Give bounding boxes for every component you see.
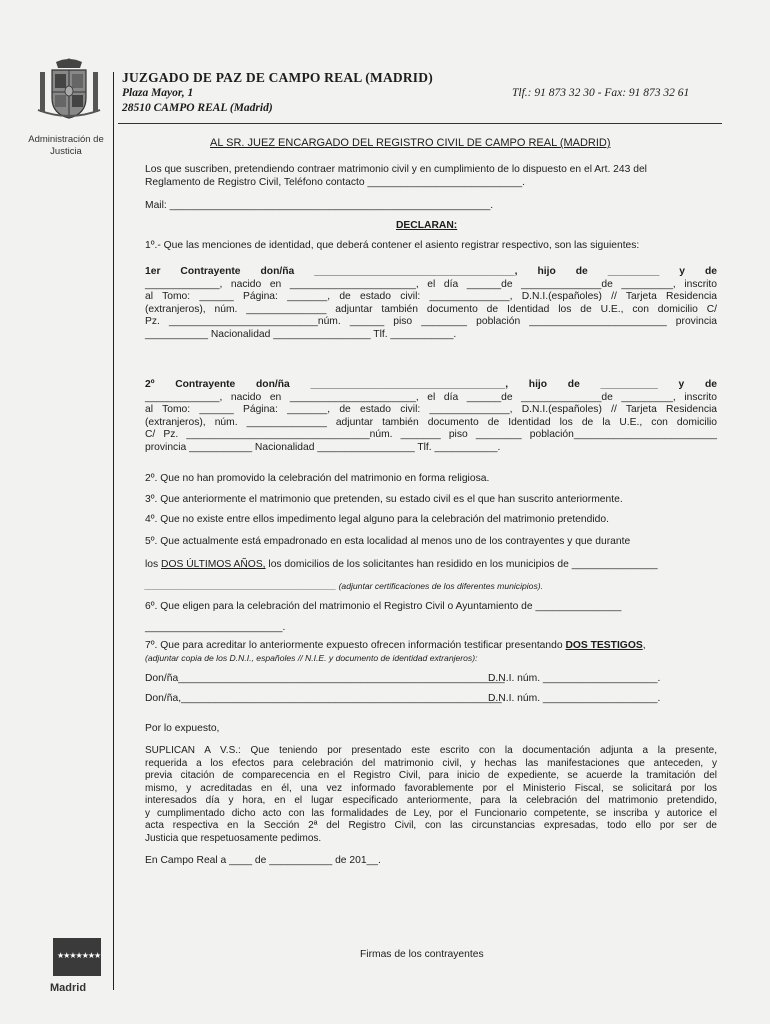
c1-line: (extranjeros), núm. ______________ adjuntar también documento de Identidad los de U.E., con domicilio C/ [145,303,717,315]
clause-2: 2º. Que no han promovido la celebración del matrimonio en forma religiosa. [145,473,490,484]
coat-of-arms-icon [36,58,102,122]
c1-line: ___________ Nacionalidad _________________ Tlf. ___________. [145,328,457,340]
court-address: Plaza Mayor, 1 [122,87,194,99]
contrayente-2-block [145,379,717,454]
suplican-line: acta respectiva en la Sección 2ª del Registro Civil, con las circunstancias expresadas, todo ello por ser de [145,820,717,831]
firmas-label: Firmas de los contrayentes [360,949,484,960]
clause-1: 1º.- Que las menciones de identidad, que deberá contener el asiento registrar respectivo, son las siguientes: [145,240,640,251]
witness-1-dni: D.N.I. núm. ____________________. [488,673,661,684]
admin-label: Administración de Justicia [28,134,104,157]
c2-line: C/ Pz. ________________________________núm. _______ piso ________ población_________________________ [145,429,717,440]
clause-4: 4º. Que no existe entre ellos impedimento legal alguno para la celebración del matrimonio pretendido. [145,514,609,525]
c2-line: 2º Contrayente don/ña __________________________________, hijo de __________ y de [145,379,717,390]
suplican-line: mismo, y acreditadas en él, una vez informado favorablemente por el Ministerio Fiscal, se solicitará por los [145,782,717,794]
court-title: JUZGADO DE PAZ DE CAMPO REAL (MADRID) [122,70,433,85]
madrid-logo-text: Madrid [50,982,87,994]
intro-line-1: Los que suscriben, pretendiendo contraer matrimonio civil y en cumplimiento de lo dispuesto en el Art. 243 del [145,164,647,175]
suplican-line: interesados día y hora, en el lugar especificado anteriormente, para la celebración del matrimonio pretendido, [145,795,717,806]
witness-2: Don/ña,________________________________________________________ [145,693,502,704]
suplican-line: previa citación de comparecencia en el Registro Civil, para inicio de expediente, se acuerde la tramitación del [145,770,717,781]
clause-3: 3º. Que anteriormente el matrimonio que pretenden, su estado civil es el que han suscrito anteriormente. [145,494,623,505]
doc-heading: AL SR. JUEZ ENCARGADO DEL REGISTRO CIVIL DE CAMPO REAL (MADRID) [210,137,611,149]
mail-line: Mail: ________________________________________________________. [145,200,494,211]
madrid-logo [53,938,101,976]
clause-5a: 5º. Que actualmente está empadronado en esta localidad al menos uno de los contrayentes y que durante [145,536,631,547]
vertical-rule [113,72,114,990]
suplican-line: y cumplimentado dicho acto con las formalidades de Ley, por el Funcionario competente, se inscriba y autorice el [145,807,717,819]
witness-2-dni: D.N.I. núm. ____________________. [488,693,661,704]
c1-line: _____________, nacido en ______________________, el día ______de ______________de _________, inscrito [145,278,717,290]
c2-line: al Tomo: ______ Página: _______, de estado civil: ______________, D.N.I.(españoles) // Tarjeta Residencia [145,404,717,415]
header-rule [118,123,722,124]
por-lo-expuesto: Por lo expuesto, [145,723,220,734]
suplican-line: Justicia que respetuosamente pedimos. [145,832,322,844]
intro-line-2: Reglamento de Registro Civil, Teléfono contacto ___________________________. [145,177,525,188]
clause-7b: (adjuntar copia de los D.N.I., españoles // N.I.E. y documento de identidad extranjeros): [145,653,478,663]
c2-line: _____________, nacido en ______________________, el día ______de ______________de _________, inscrito [145,391,717,403]
clause-6: 6º. Que eligen para la celebración del matrimonio el Registro Civil o Ayuntamiento de _______________ [145,601,622,612]
clause-6b: ________________________. [145,622,286,633]
suplican-line: SUPLICAN A V.S.: Que teniendo por presentado este escrito con la documentación adjunta a la presente, [145,745,717,756]
c2-line: provincia ___________ Nacionalidad _________________ Tlf. ___________. [145,441,501,453]
clause-5b: los DOS ÚLTIMOS AÑOS, los domicilios de los solicitantes han residido en los municipios de _______________ [145,559,658,570]
suplican-line: requerida a los efectos para celebración del matrimonio civil, y hechas las manifestaciones que anteceden, y [145,757,717,769]
star-icon: ★★★★★★★ [57,951,101,960]
court-city: 28510 CAMPO REAL (Madrid) [122,102,273,114]
declaran-heading: DECLARAN: [396,220,458,231]
c2-line: (extranjeros), núm. ______________ adjuntar también documento de Identidad los de la U.E., con domicilio [145,416,717,428]
suplican-block [145,745,717,845]
clause-5c: ________________________________________ (adjuntar certificaciones de los diferentes municipios). [145,581,544,591]
c1-line: 1er Contrayente don/ña ___________________________________, hijo de _________ y de [145,266,717,277]
court-phone: Tlf.: 91 873 32 30 - Fax: 91 873 32 61 [512,87,690,99]
c1-line: al Tomo: ______ Página: _______, de estado civil: ______________, D.N.I.(españoles) // Tarjeta Residencia [145,291,717,302]
clause-7a: 7º. Que para acreditar lo anteriormente expuesto ofrecen información testificar presentando DOS TESTIGOS, [145,640,646,651]
fecha-line: En Campo Real a ____ de ___________ de 201__. [145,855,381,866]
witness-1: Don/ña_________________________________________________________ [145,673,505,684]
contrayente-1-block [145,266,717,341]
c1-line: Pz. __________________________núm. ______ piso ________ población ________________________ provincia [145,316,717,327]
